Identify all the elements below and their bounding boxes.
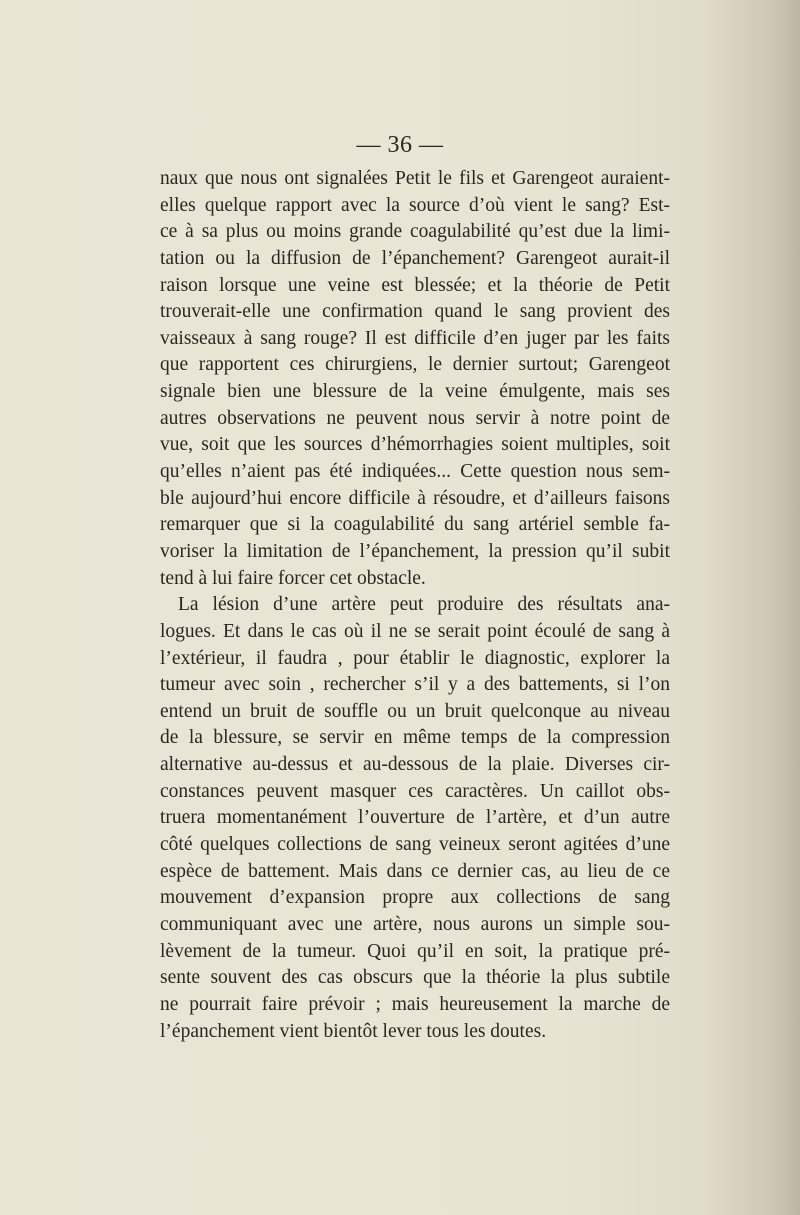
text-line: vue, soit que les sources d’hémorrhagies soient multiples, soit — [160, 434, 670, 456]
text-line: lèvement de la tumeur. Quoi qu’il en soit, la pratique pré- — [160, 940, 670, 962]
text-line: ne pourrait faire prévoir ; mais heureusement la marche de — [160, 993, 670, 1015]
page-number: — 36 — — [356, 132, 444, 158]
text-line: mouvement d’expansion propre aux collections de sang — [160, 887, 670, 909]
text-line: truera momentanément l’ouverture de l’artère, et d’un autre — [160, 807, 670, 829]
text-line: tumeur avec soin , rechercher s’il y a des battements, si l’on — [160, 674, 670, 696]
text-line: raison lorsque une veine est blessée; et la théorie de Petit — [160, 274, 670, 296]
paragraph-end-line: l’épanchement vient bientôt lever tous les doutes. — [160, 1020, 547, 1042]
text-line: que rapportent ces chirurgiens, le dernier surtout; Garengeot — [160, 354, 670, 376]
paragraph-end-line: tend à lui faire forcer cet obstacle. — [160, 567, 426, 589]
paragraph-start-line: La lésion d’une artère peut produire des résultats ana- — [178, 594, 670, 616]
text-line: trouverait-elle une confirmation quand le sang provient des — [160, 301, 670, 323]
text-line: autres observations ne peuvent nous servir à notre point de — [160, 407, 670, 429]
text-line: remarquer que si la coagulabilité du sang artériel semble fa- — [160, 514, 670, 536]
text-line: communiquant avec une artère, nous aurons un simple sou- — [160, 913, 670, 935]
text-line: l’extérieur, il faudra , pour établir le diagnostic, explorer la — [160, 647, 670, 669]
text-line: logues. Et dans le cas où il ne se serait point écoulé de sang à — [160, 620, 670, 642]
text-line: de la blessure, se servir en même temps de la compression — [160, 727, 670, 749]
text-line: voriser la limitation de l’épanchement, la pression qu’il subit — [160, 540, 670, 562]
text-line: signale bien une blessure de la veine émulgente, mais ses — [160, 381, 670, 403]
text-line: entend un bruit de souffle ou un bruit quelconque au niveau — [160, 700, 670, 722]
text-line: vaisseaux à sang rouge? Il est difficile d’en juger par les faits — [160, 327, 670, 349]
text-line: qu’elles n’aient pas été indiquées... Cette question nous sem- — [160, 461, 670, 483]
text-line: sente souvent des cas obscurs que la théorie la plus subtile — [160, 967, 670, 989]
text-line: elles quelque rapport avec la source d’où vient le sang? Est- — [160, 194, 670, 216]
text-line: côté quelques collections de sang veineux seront agitées d’une — [160, 834, 670, 856]
text-line: espèce de battement. Mais dans ce dernier cas, au lieu de ce — [160, 860, 670, 882]
text-line: constances peuvent masquer ces caractères. Un caillot obs- — [160, 780, 670, 802]
text-line: alternative au-dessus et au-dessous de la plaie. Diverses cir- — [160, 754, 670, 776]
text-line: ce à sa plus ou moins grande coagulabilité qu’est due la limi- — [160, 221, 670, 243]
text-line: ble aujourd’hui encore difficile à résoudre, et d’ailleurs faisons — [160, 487, 670, 509]
text-line: naux que nous ont signalées Petit le fils et Garengeot auraient- — [160, 168, 670, 189]
text-line: tation ou la diffusion de l’épanchement? Garengeot aurait-il — [160, 247, 670, 269]
body-text — [160, 166, 670, 1045]
